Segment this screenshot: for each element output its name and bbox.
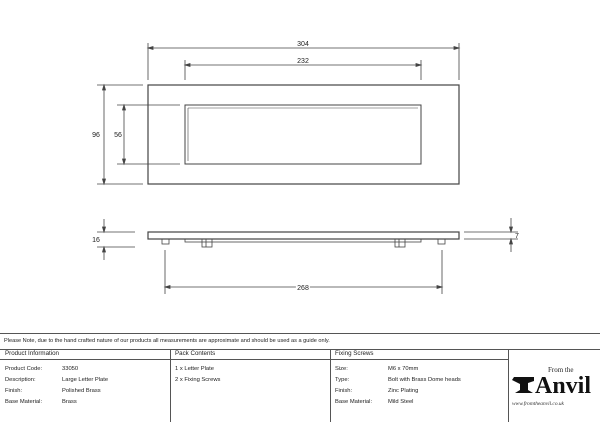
dim-fixing-centres: 268: [297, 285, 309, 292]
screw-type-label: Type:: [335, 377, 350, 383]
finish-value: Polished Brass: [62, 388, 101, 394]
pack-item: 2 x Fixing Screws: [175, 377, 221, 383]
dim-overall-height: 96: [92, 132, 100, 139]
product-information-heading: Product Information: [5, 350, 59, 357]
dim-overall-width: 304: [297, 41, 309, 48]
header-top-rule: [0, 349, 600, 350]
pack-item: 1 x Letter Plate: [175, 366, 214, 372]
logo-brand: Anvil: [535, 373, 592, 399]
column-divider: [330, 349, 331, 422]
product-code-label: Product Code:: [5, 366, 43, 372]
anvil-icon: [512, 377, 534, 393]
pack-contents-heading: Pack Contents: [175, 350, 216, 357]
logo-url: www.fromtheanvil.co.uk: [512, 401, 564, 407]
screw-size-label: Size:: [335, 366, 348, 372]
dim-plate-depth: 16: [92, 237, 100, 244]
screw-material-value: Mild Steel: [388, 399, 414, 405]
product-code-value: 33050: [62, 366, 79, 372]
screw-finish-label: Finish:: [335, 388, 353, 394]
screw-material-label: Base Material:: [335, 399, 373, 405]
description-label: Description:: [5, 377, 36, 383]
screw-size-value: M6 x 70mm: [388, 366, 419, 372]
plate-front-outline: [148, 85, 459, 184]
plate-side-outline: [148, 232, 459, 239]
column-divider: [170, 349, 171, 422]
header-bottom-rule: [0, 359, 508, 360]
dim-aperture-height: 56: [114, 132, 122, 139]
dim-plate-thickness: 7: [515, 233, 519, 240]
description-value: Large Letter Plate: [62, 377, 109, 383]
base-material-label: Base Material:: [5, 399, 43, 405]
finish-label: Finish:: [5, 388, 23, 394]
disclaimer-note: Please Note, due to the hand crafted nature of our products all measurements are approximate and should be used as a guide only.: [4, 338, 330, 344]
dim-aperture-width: 232: [297, 58, 309, 65]
aperture-outline: [185, 105, 421, 164]
logo-from-the: From the: [548, 366, 574, 374]
from-the-anvil-logo: [508, 363, 598, 418]
fixing-screws-heading: Fixing Screws: [335, 350, 374, 357]
base-material-value: Brass: [62, 399, 77, 405]
screw-finish-value: Zinc Plating: [388, 388, 419, 394]
screw-type-value: Bolt with Brass Dome heads: [388, 377, 461, 383]
